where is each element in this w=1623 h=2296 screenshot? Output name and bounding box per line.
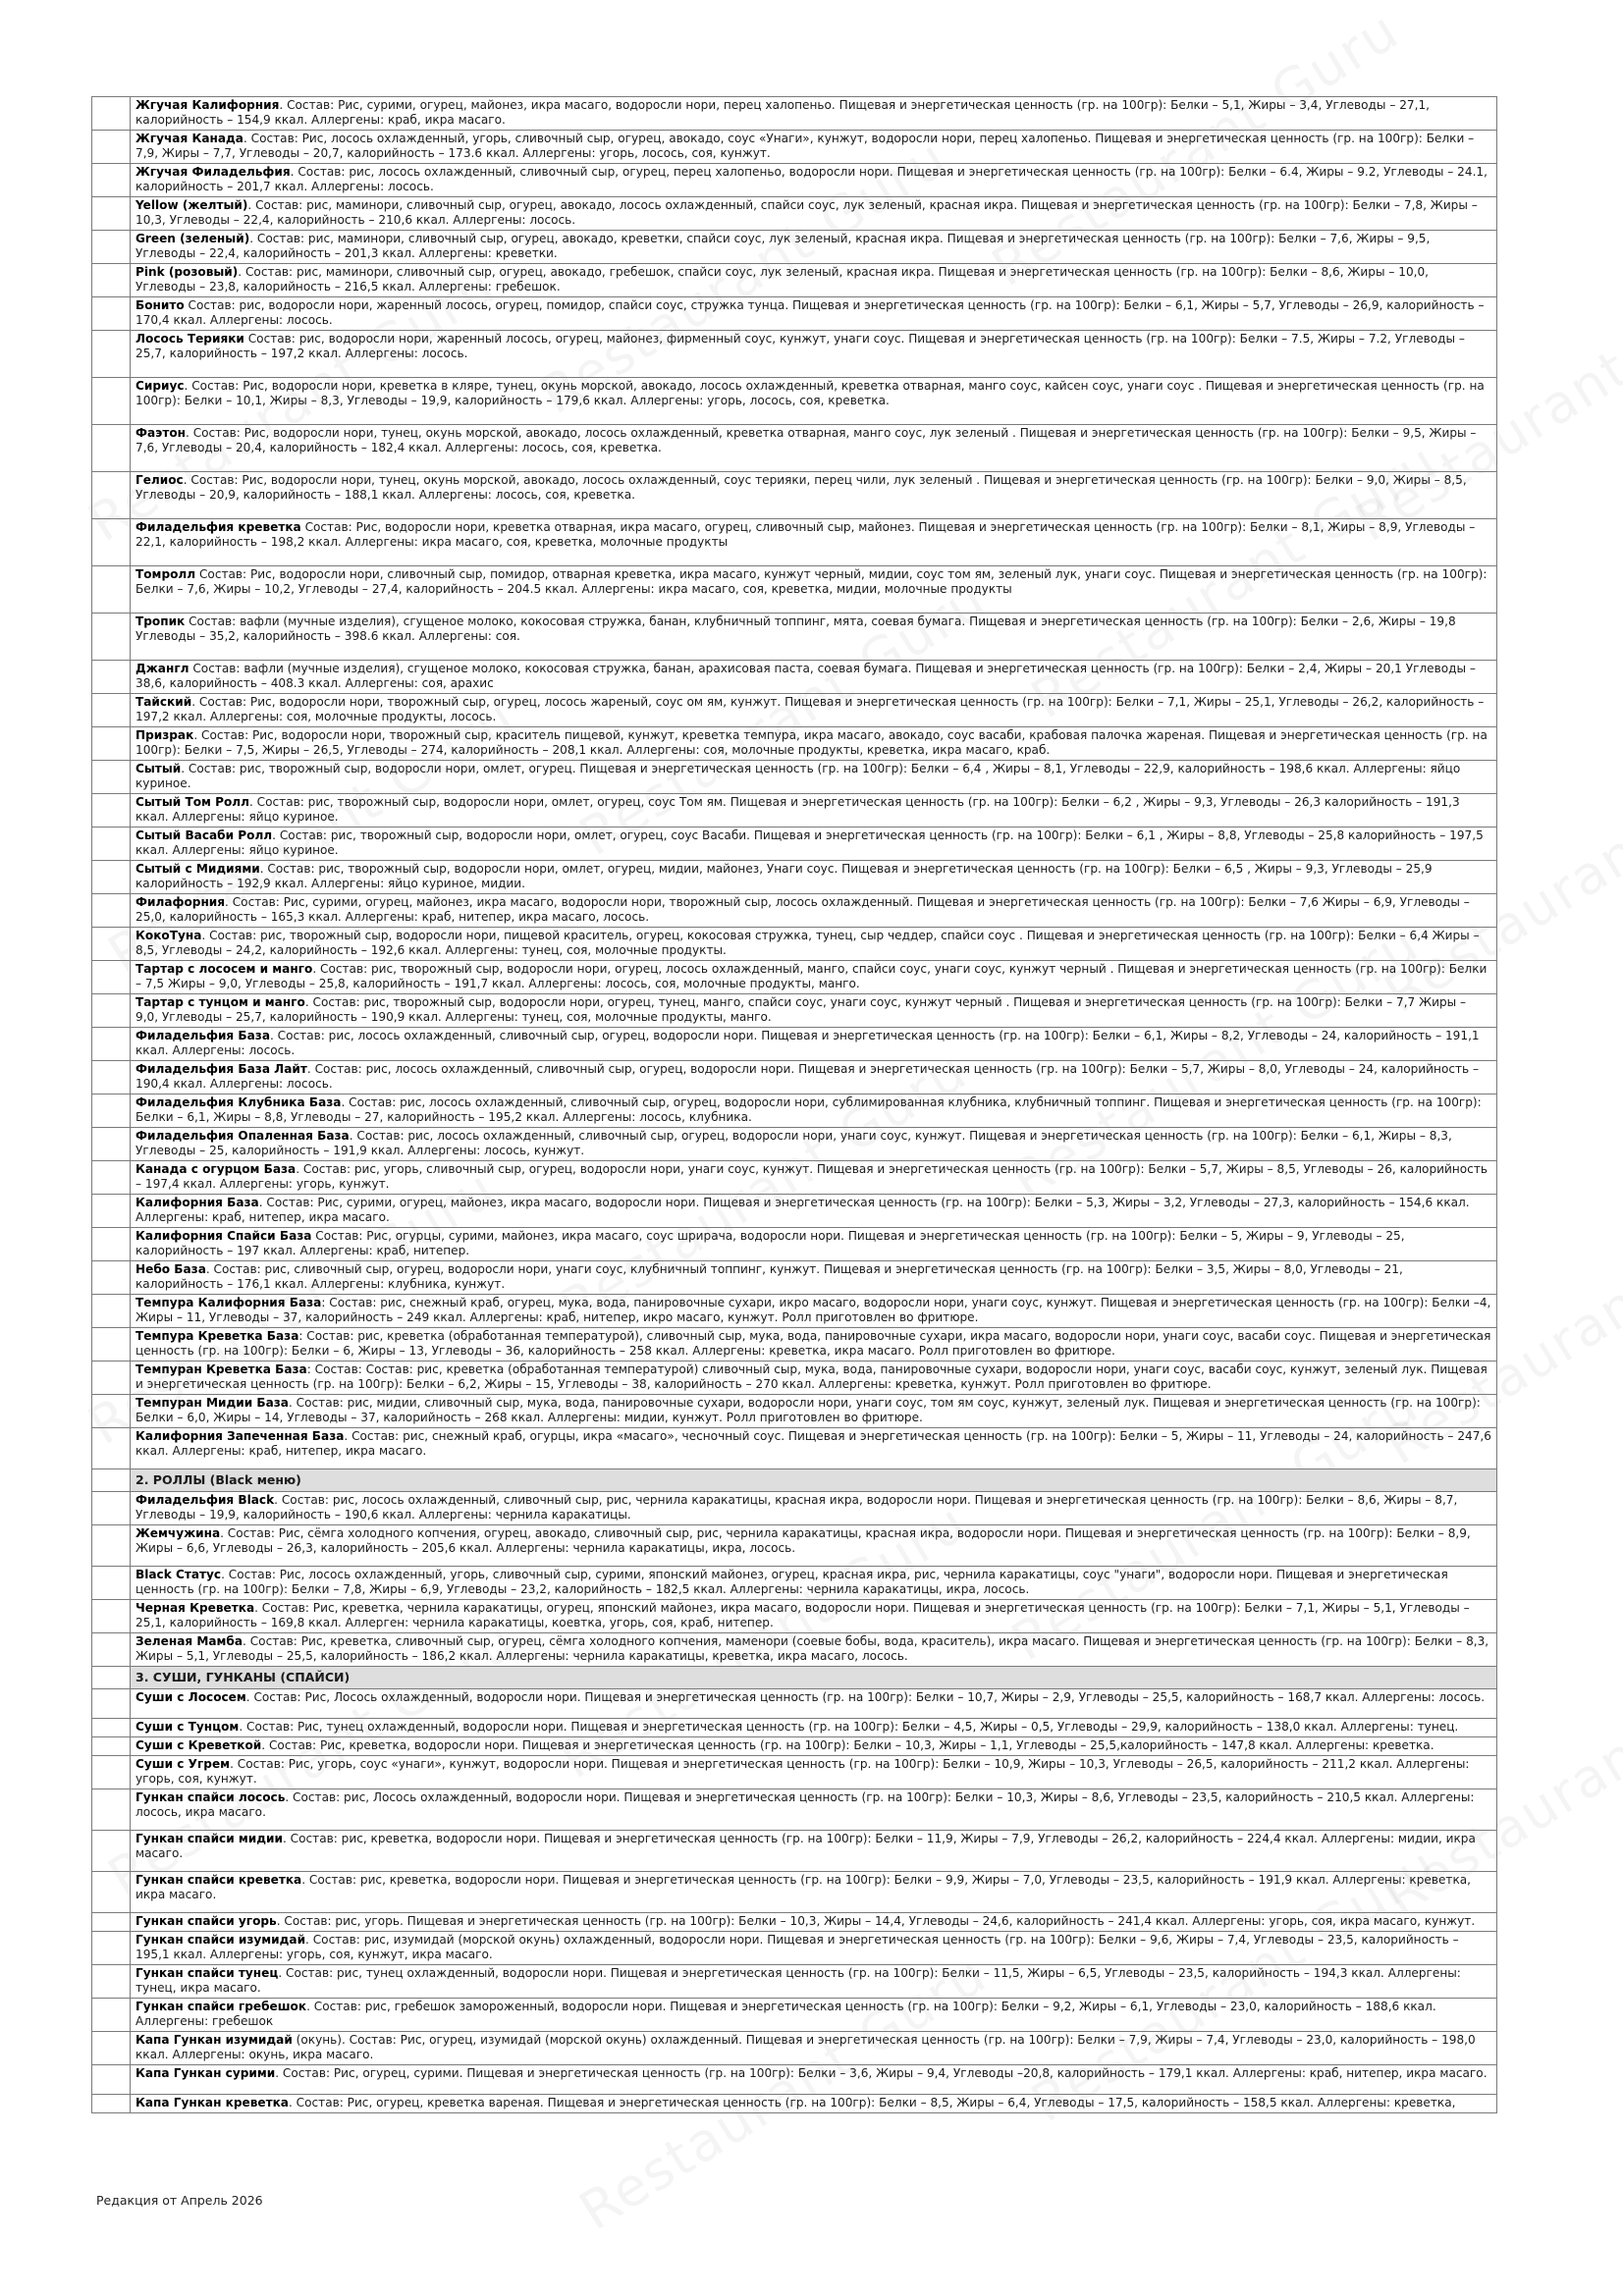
menu-item-cell xyxy=(131,1095,1497,1128)
menu-item-row xyxy=(92,1492,1497,1525)
item-description: . Состав: Рис, креветка, сливочный сыр, огурец, сёмга холодного копчения, маменори (соевые бобы, вода, краситель), икра масаго. Пищевая и энергетическая ценность (гр. на 100гр): Белки – 8,3, Жиры – 5,1, Углеводы – 25,5, калорийность – 186,2 ккал. Аллергены: чернила каракатицы, креветка, икра масаго, лосось. xyxy=(135,1634,1489,1663)
item-description: . Состав: Рис, Лосось охлажденный, водоросли нори. Пищевая и энергетическая ценность (гр. на 100гр): Белки – 10,7, Жиры – 2,9, Углеводы – 25,5, калорийность – 168,7 ккал. Аллергены: лосось. xyxy=(245,1690,1486,1704)
item-name: Бонито xyxy=(135,298,185,312)
item-description: . Состав: рис, Лосось охлажденный, водоросли нори. Пищевая и энергетическая ценность (гр. на 100гр): Белки – 10,3, Жиры – 8,6, Углеводы – 23,5, калорийность – 210,5 ккал. Аллергены: лосось, икра масаго. xyxy=(135,1790,1475,1819)
item-name: Джангл xyxy=(135,662,189,675)
menu-item-row xyxy=(92,894,1497,928)
item-name: Гункан спайси тунец xyxy=(135,1966,279,1980)
item-description: . Состав: Рис, водоросли нори, творожный сыр, огурец, лосось жареный, соус ом ям, кунжут. Пищевая и энергетическая ценность (гр. на 100гр): Белки – 7,1, Жиры – 25,1, Углеводы – 26,2, калорийность – 197,2 ккал. Аллергены: соя, молочные продукты, лосось. xyxy=(135,695,1485,723)
item-description: . Состав: рис, изумидай (морской окунь) охлажденный, водоросли нори. Пищевая и энергетическая ценность (гр. на 100гр): Белки – 9,6, Жиры – 7,4, Углеводы – 23,5, калорийность – 195,1 ккал. Аллергены: угорь, соя, кунжут, икра масаго. xyxy=(135,1933,1459,1961)
menu-item-row xyxy=(92,331,1497,378)
item-description: . Состав: рис, маминори, сливочный сыр, огурец, авокадо, креветки, спайси соус, лук зеленый, красная икра. Пищевая и энергетическая ценность (гр. на 100гр): Белки – 7,6, Жиры – 9,5, Углеводы – 22,4, калорийность – 201,3 ккал. Аллергены: креветки. xyxy=(135,232,1431,260)
row-gutter xyxy=(92,661,131,694)
menu-item-row xyxy=(92,297,1497,331)
menu-item-cell xyxy=(131,828,1497,861)
menu-item-row xyxy=(92,197,1497,231)
menu-item-cell xyxy=(131,1756,1497,1789)
row-gutter xyxy=(92,1492,131,1525)
menu-item-cell xyxy=(131,761,1497,794)
item-description: . Состав: рис, лосось охлажденный, сливочный сыр, огурец, водоросли нори. Пищевая и энергетическая ценность (гр. на 100гр): Белки – 6,1, Жиры – 8,2, Углеводы – 24, калорийность – 191,1 ккал. Аллергены: лосось. xyxy=(135,1029,1480,1057)
item-description: . Состав: рис, творожный сыр, водоросли нори, омлет, огурец, соус Том ям. Пищевая и энергетическая ценность (гр. на 100гр): Белки – 6,2 , Жиры – 9,3, Углеводы – 26,3 калорийность – 191,3 ккал. Аллергены: яйцо куриное. xyxy=(135,795,1460,824)
row-gutter xyxy=(92,1228,131,1261)
menu-item-row xyxy=(92,1932,1497,1965)
item-name: Гункан спайси изумидай xyxy=(135,1933,306,1947)
item-name: Калифорния Запеченная База xyxy=(135,1429,345,1443)
menu-item-row xyxy=(92,1362,1497,1395)
menu-item-row xyxy=(92,1600,1497,1633)
menu-item-row xyxy=(92,661,1497,694)
menu-item-row xyxy=(92,1328,1497,1362)
item-description: . Состав: Рис, водоросли нори, творожный сыр, краситель пищевой, кунжут, креветка темпура, икра масаго, авокадо, соус васаби, крабовая палочка жареная. Пищевая и энергетическая ценность (гр. на 100гр): Белки – 7,5, Жиры – 26,5, Углеводы – 274, калорийность – 208,1 ккал. Аллергены: соя, молочные продукты, креветка, икра масаго, краб. xyxy=(135,728,1488,757)
item-name: Pink (розовый) xyxy=(135,265,239,279)
row-gutter xyxy=(92,331,131,378)
menu-item-cell xyxy=(131,1999,1497,2032)
row-gutter xyxy=(92,928,131,961)
row-gutter xyxy=(92,1128,131,1161)
menu-item-row xyxy=(92,2065,1497,2095)
item-description: Состав: рис, водоросли нори, жаренный лосось, огурец, майонез, фирменный соус, кунжут, унаги соус. Пищевая и энергетическая ценность (гр. на 100гр): Белки – 7.5, Жиры – 7.2, Углеводы – 25,7, калорийность – 197,2 ккал. Аллергены: лосось. xyxy=(135,332,1465,360)
item-name: Yellow (желтый) xyxy=(135,198,248,212)
item-name: Филадельфия креветка xyxy=(135,520,301,534)
item-name: Фаэтон xyxy=(135,426,186,440)
menu-item-row xyxy=(92,1525,1497,1567)
row-gutter xyxy=(92,1831,131,1872)
item-name: Капа Гункан креветка xyxy=(135,2096,289,2109)
menu-item-cell xyxy=(131,1525,1497,1567)
item-name: Жгучая Калифорния xyxy=(135,98,280,112)
menu-item-cell xyxy=(131,1872,1497,1913)
item-name: Тартар с тунцом и манго xyxy=(135,995,305,1009)
menu-item-cell xyxy=(131,1428,1497,1469)
menu-item-cell xyxy=(131,1831,1497,1872)
menu-item-row xyxy=(92,861,1497,894)
menu-item-cell xyxy=(131,297,1497,331)
item-name: Филадельфия База xyxy=(135,1029,270,1042)
item-description: . Состав: рис, гребешок замороженный, водоросли нори. Пищевая и энергетическая ценность (гр. на 100гр): Белки – 9,2, Жиры – 6,1, Углеводы – 23,0, калорийность – 188,6 ккал. Аллергены: гребешок xyxy=(135,2000,1436,2028)
row-gutter xyxy=(92,1028,131,1061)
item-description: . Состав: Рис, креветка, водоросли нори. Пищевая и энергетическая ценность (гр. на 100гр): Белки – 10,3, Жиры – 1,1, Углеводы – 25,5,калорийность – 147,8 ккал. Аллергены: креветка. xyxy=(261,1738,1434,1752)
item-description: . Состав: Рис, водоросли нори, тунец, окунь морской, авокадо, лосось охлажденный, соус терияки, перец чили, лук зеленый . Пищевая и энергетическая ценность (гр. на 100гр): Белки – 9,0, Жиры – 8,5, Углеводы – 20,9, калорийность – 188,1 ккал. Аллергены: лосось, соя, креветка. xyxy=(135,473,1467,502)
item-name: Черная Креветка xyxy=(135,1601,255,1615)
item-name: Гункан спайси креветка xyxy=(135,1873,302,1887)
row-gutter xyxy=(92,1872,131,1913)
menu-item-cell xyxy=(131,614,1497,661)
item-description: . Состав: Рис, сурими, огурец, майонез, икра масаго, водоросли нори. Пищевая и энергетическая ценность (гр. на 100гр): Белки – 5,3, Жиры – 3,2, Углеводы – 27,3, калорийность – 154,6 ккал. Аллергены: краб, нитепер, икра масаго. xyxy=(135,1196,1470,1224)
row-gutter xyxy=(92,1965,131,1999)
item-name: КокоТуна xyxy=(135,929,202,942)
menu-item-row xyxy=(92,1128,1497,1161)
item-name: Гелиос xyxy=(135,473,184,487)
menu-item-row xyxy=(92,1913,1497,1932)
item-name: Сытый Васаби Ролл xyxy=(135,828,273,842)
menu-item-row xyxy=(92,694,1497,727)
menu-table xyxy=(91,96,1497,2113)
item-name: Филадельфия База Лайт xyxy=(135,1062,307,1076)
item-name: Темпура Креветка База xyxy=(135,1329,299,1343)
item-description: . Состав: Рис, угорь, соус «унаги», кунжут, водоросли нори. Пищевая и энергетическая ценность (гр. на 100гр): Белки – 10,9, Жиры – 10,3, Углеводы – 26,5, калорийность – 211,2 ккал. Аллергены: угорь, соя, кунжут. xyxy=(135,1757,1470,1786)
item-description: . Состав: Рис, тунец охлажденный, водоросли нори. Пищевая и энергетическая ценность (гр. на 100гр): Белки – 4,5, Жиры – 0,5, Углеводы – 29,9, калорийность – 138,0 ккал. Аллергены: тунец. xyxy=(239,1720,1459,1734)
item-name: Black Статус xyxy=(135,1568,222,1581)
item-description: . Состав: рис, творожный сыр, водоросли нори, пищевой краситель, огурец, кокосовая стружка, тунец, сыр чеддер, спайси соус . Пищевая и энергетическая ценность (гр. на 100гр): Белки – 6,4 Жиры – 8,5, Углеводы – 24,2, калорийность – 192,6 ккал. Аллергены: тунец, соя, молочные продукты. xyxy=(135,929,1480,957)
row-gutter xyxy=(92,1161,131,1195)
row-gutter xyxy=(92,1633,131,1667)
menu-item-row xyxy=(92,1737,1497,1756)
row-gutter xyxy=(92,861,131,894)
item-name: Гункан спайси гребешок xyxy=(135,2000,307,2013)
item-description: . Состав: Рис, лосось охлажденный, угорь, сливочный сыр, сурими, японский майонез, огурец, красная икра, рис, чернила каракатицы, соус "унаги", водоросли нори. Пищевая и энергетическая ценность (гр. на 100гр): Белки – 7,8, Жиры – 6,9, Углеводы – 23,2, калорийность – 182,5 ккал. Аллергены: чернила каракатицы, икра, лосось. xyxy=(135,1568,1448,1596)
row-gutter xyxy=(92,264,131,297)
row-gutter xyxy=(92,1428,131,1469)
menu-item-cell xyxy=(131,519,1497,566)
item-description: : Состав: Состав: рис, креветка (обработанная температурой) сливочный сыр, мука, вода, панировочные сухари, водоросли нори, унаги соус, васаби соус, кунжут, зеленый лук. Пищевая и энергетическая ценность (гр. на 100гр): Белки – 6,2, Жиры – 15, Углеводы – 38, калорийность – 270 ккал. Аллергены: креветка, кунжут. Ролл приготовлен во фритюре. xyxy=(135,1362,1488,1391)
menu-item-row xyxy=(92,472,1497,519)
menu-item-row xyxy=(92,566,1497,614)
row-gutter xyxy=(92,519,131,566)
item-description: : Состав: рис, креветка (обработанная температурой), сливочный сыр, мука, вода, панировочные сухари, икра масаго, водоросли нори, унаги соус, васаби соус. Пищевая и энергетическая ценность (гр. на 100гр): Белки – 6, Жиры – 13, Углеводы – 36, калорийность – 258 ккал. Аллергены: креветка, икра масаго. Ролл приготовлен во фритюре. xyxy=(135,1329,1491,1358)
menu-item-row xyxy=(92,131,1497,164)
menu-item-row xyxy=(92,1872,1497,1913)
menu-item-row xyxy=(92,164,1497,197)
row-gutter xyxy=(92,614,131,661)
item-name: Томролл xyxy=(135,567,196,581)
menu-item-cell xyxy=(131,425,1497,472)
menu-item-cell xyxy=(131,894,1497,928)
menu-item-row xyxy=(92,1756,1497,1789)
menu-item-row xyxy=(92,264,1497,297)
item-name: Сириус xyxy=(135,379,185,393)
menu-item-cell xyxy=(131,1228,1497,1261)
row-gutter xyxy=(92,694,131,727)
row-gutter xyxy=(92,1195,131,1228)
item-description: . Состав: рис, угорь, сливочный сыр, огурец, водоросли нори, унаги соус, кунжут. Пищевая и энергетическая ценность (гр. на 100гр): Белки – 5,7, Жиры – 8,5, Углеводы – 26, калорийность – 197,4 ккал. Аллергены: угорь, кунжут. xyxy=(135,1162,1488,1191)
item-name: Филадельфия Клубника База xyxy=(135,1095,342,1109)
item-name: Суши с Тунцом xyxy=(135,1720,240,1734)
menu-item-cell xyxy=(131,1395,1497,1428)
menu-item-cell xyxy=(131,1913,1497,1932)
section-header xyxy=(92,1667,1497,1689)
item-description: . Состав: Рис, сурими, огурец, майонез, икра масаго, водоросли нори, творожный сыр, лосось охлажденный. Пищевая и энергетическая ценность (гр. на 100гр): Белки – 7,6 Жиры – 6,9, Углеводы – 25,0, калорийность – 165,3 ккал. Аллергены: краб, нитепер, икра масаго, лосось. xyxy=(135,895,1470,924)
menu-item-cell xyxy=(131,2065,1497,2095)
item-description: . Состав: Рис, водоросли нори, тунец, окунь морской, авокадо, лосось охлажденный, креветка отварная, манго соус, лук зеленый . Пищевая и энергетическая ценность (гр. на 100гр): Белки – 9,5, Жиры – 7,6, Углеводы – 20,4, калорийность – 182,4 ккал. Аллергены: лосось, соя, креветка. xyxy=(135,426,1477,454)
item-name: Капа Гункан изумидай xyxy=(135,2033,293,2047)
row-gutter xyxy=(92,472,131,519)
item-description: Состав: вафли (мучные изделия), сгущеное молоко, кокосовая стружка, банан, арахисовая паста, соевая бумага. Пищевая и энергетическая ценность (гр. на 100гр): Белки – 2,4, Жиры – 20,1 Углеводы – 38,6, калорийность – 408.3 ккал. Аллергены: соя, арахис xyxy=(135,662,1476,690)
menu-item-row xyxy=(92,1633,1497,1667)
menu-item-cell xyxy=(131,197,1497,231)
menu-item-cell xyxy=(131,1492,1497,1525)
menu-item-cell xyxy=(131,1600,1497,1633)
menu-item-row xyxy=(92,231,1497,264)
item-description: . Состав: рис, лосось охлажденный, сливочный сыр, рис, чернила каракатицы, красная икра, водоросли нори. Пищевая и энергетическая ценность (гр. на 100гр): Белки – 8,6, Жиры – 8,7, Углеводы – 19,9, калорийность – 190,6 ккал. Аллергены: чернила каракатицы. xyxy=(135,1493,1458,1522)
item-description: . Состав: Рис, сёмга холодного копчения, огурец, авокадо, сливочный сыр, рис, чернила каракатицы, красная икра, водоросли нори. Пищевая и энергетическая ценность (гр. на 100гр): Белки – 8,9, Жиры – 6,6, Углеводы – 26,3, калорийность – 205,6 ккал. Аллергены: чернила каракатицы, икра, лосось. xyxy=(135,1526,1471,1555)
menu-item-row xyxy=(92,425,1497,472)
menu-item-row xyxy=(92,97,1497,131)
row-gutter xyxy=(92,1789,131,1831)
menu-item-row xyxy=(92,961,1497,994)
item-name: Темпура Калифорния База xyxy=(135,1296,322,1309)
item-name: Суши с Лососем xyxy=(135,1690,246,1704)
menu-item-cell xyxy=(131,131,1497,164)
item-name: Гункан спайси угорь xyxy=(135,1914,277,1928)
menu-item-cell xyxy=(131,331,1497,378)
row-gutter xyxy=(92,994,131,1028)
row-gutter xyxy=(92,794,131,828)
row-gutter xyxy=(92,297,131,331)
item-name: Тайский xyxy=(135,695,192,709)
menu-item-row xyxy=(92,1228,1497,1261)
item-name: Калифорния База xyxy=(135,1196,259,1209)
row-gutter xyxy=(92,1567,131,1600)
item-description: : Состав: рис, снежный краб, огурец, мука, вода, панировочные сухари, икро масаго, водоросли нори, унаги соус, кунжут. Пищевая и энергетическая ценность (гр. на 100гр): Белки –4, Жиры – 11, Углеводы – 37, калорийность – 249 ккал. Аллергены: краб, нитепер, икро масаго, кунжут. Ролл приготовлен во фритюре. xyxy=(135,1296,1491,1324)
menu-item-cell xyxy=(131,1633,1497,1667)
row-gutter xyxy=(92,1395,131,1428)
row-gutter xyxy=(92,2095,131,2113)
menu-item-row xyxy=(92,727,1497,761)
item-description: . Состав: Рис, огурец, сурими. Пищевая и энергетическая ценность (гр. на 100гр): Белки – 3,6, Жиры – 9,4, Углеводы –20,8, калорийность – 179,1 ккал. Аллергены: краб, нитепер, икра масаго. xyxy=(275,2066,1488,2080)
menu-item-cell xyxy=(131,264,1497,297)
item-description: . Состав: Рис, лосось охлажденный, угорь, сливочный сыр, огурец, авокадо, соус «Унаги», кунжут, водоросли нори, перец халопеньо. Пищевая и энергетическая ценность (гр. на 100гр): Белки – 7,9, Жиры – 7,7, Углеводы – 20,7, калорийность – 173.6 ккал. Аллергены: угорь, лосось, соя, кунжут. xyxy=(135,132,1475,160)
row-gutter xyxy=(92,164,131,197)
item-name: Темпуран Креветка База xyxy=(135,1362,307,1376)
item-description: . Состав: Рис, огурец, креветка вареная. Пищевая и энергетическая ценность (гр. на 100гр): Белки – 8,5, Жиры – 6,4, Углеводы – 17,5, калорийность – 158,5 ккал. Аллергены: креветка, xyxy=(288,2096,1456,2109)
row-gutter xyxy=(92,1667,131,1689)
menu-item-row xyxy=(92,1061,1497,1095)
row-gutter xyxy=(92,131,131,164)
menu-item-cell xyxy=(131,566,1497,614)
menu-item-row xyxy=(92,2032,1497,2065)
menu-item-row xyxy=(92,1831,1497,1872)
menu-item-cell xyxy=(131,1932,1497,1965)
item-description: Состав: вафли (мучные изделия), сгущеное молоко, кокосовая стружка, банан, клубничный топпинг, мята, соевая бумага. Пищевая и энергетическая ценность (гр. на 100гр): Белки – 2,6, Жиры – 19,8 Углеводы – 35,2, калорийность – 398.6 ккал. Аллергены: соя. xyxy=(135,614,1456,643)
item-name: Суши с Угрем xyxy=(135,1757,231,1771)
section-header xyxy=(92,1469,1497,1492)
item-description: . Состав: рис, угорь. Пищевая и энергетическая ценность (гр. на 100гр): Белки – 10,3, Жиры – 14,4, Углеводы – 24,6, калорийность – 241,4 ккал. Аллергены: угорь, соя, икра масаго, кунжут. xyxy=(276,1914,1476,1928)
menu-item-row xyxy=(92,1719,1497,1737)
item-description: Состав: Рис, водоросли нори, сливочный сыр, помидор, отварная креветка, икра масаго, кунжут черный, мидии, соус том ям, зеленый лук, унаги соус. Пищевая и энергетическая ценность (гр. на 100гр): Белки – 7,6, Жиры – 10,2, Углеводы – 27,4, калорийность – 204.5 ккал. Аллергены: икра масаго, соя, креветка, мидии, молочные продукты xyxy=(135,567,1488,596)
row-gutter xyxy=(92,1719,131,1737)
row-gutter xyxy=(92,1061,131,1095)
menu-item-row xyxy=(92,828,1497,861)
menu-item-cell xyxy=(131,1965,1497,1999)
item-description: . Состав: рис, креветка, водоросли нори. Пищевая и энергетическая ценность (гр. на 100гр): Белки – 11,9, Жиры – 7,9, Углеводы – 26,2, калорийность – 224,4 ккал. Аллергены: мидии, икра масаго. xyxy=(135,1832,1476,1860)
menu-item-cell xyxy=(131,1789,1497,1831)
item-description: Состав: рис, водоросли нори, жаренный лосось, огурец, помидор, спайси соус, стружка тунца. Пищевая и энергетическая ценность (гр. на 100гр): Белки – 6,1, Жиры – 5,7, Углеводы – 26,9, калорийность – 170,4 ккал. Аллергены: лосось. xyxy=(135,298,1485,327)
menu-item-cell xyxy=(131,1719,1497,1737)
menu-item-row xyxy=(92,614,1497,661)
item-description: . Состав: рис, снежный краб, огурцы, икра «масаго», чесночный соус. Пищевая и энергетическая ценность (гр. на 100гр): Белки – 5, Жиры – 11, Углеводы – 24, калорийность – 247,6 ккал. Аллергены: краб, нитепер, икра масаго. xyxy=(135,1429,1491,1458)
row-gutter xyxy=(92,894,131,928)
menu-item-cell xyxy=(131,1261,1497,1295)
menu-item-row xyxy=(92,1567,1497,1600)
item-description: (окунь). Состав: Рис, огурец, изумидай (морской окунь) охлажденный. Пищевая и энергетическая ценность (гр. на 100гр): Белки – 7,9, Жиры – 7,4, Углеводы – 23,0, калорийность – 198,0 ккал. Аллергены: окунь, икра масаго. xyxy=(135,2033,1476,2061)
item-name: Green (зеленый) xyxy=(135,232,250,245)
menu-item-row xyxy=(92,1965,1497,1999)
menu-item-cell xyxy=(131,928,1497,961)
item-name: Жгучая Канада xyxy=(135,132,243,145)
row-gutter xyxy=(92,197,131,231)
row-gutter xyxy=(92,1913,131,1932)
item-description: . Состав: рис, лосось охлажденный, сливочный сыр, огурец, перец халопеньо, водоросли нори. Пищевая и энергетическая ценность (гр. на 100гр): Белки – 6.4, Жиры – 9.2, Углеводы – 24.1, калорийность – 201,7 ккал. Аллергены: лосось. xyxy=(135,165,1488,193)
menu-item-row xyxy=(92,378,1497,425)
item-name: Тропик xyxy=(135,614,186,628)
menu-item-cell xyxy=(131,1567,1497,1600)
item-name: Калифорния Спайси База xyxy=(135,1229,312,1243)
section-title: 2. РОЛЛЫ (Black меню) xyxy=(131,1469,1497,1492)
item-name: Жгучая Филадельфия xyxy=(135,165,291,179)
menu-item-cell xyxy=(131,1161,1497,1195)
item-name: Филафорния xyxy=(135,895,226,909)
menu-item-row xyxy=(92,1295,1497,1328)
item-description: . Состав: Рис, сурими, огурец, майонез, икра масаго, водоросли нори, перец халопеньо. Пищевая и энергетическая ценность (гр. на 100гр): Белки – 5,1, Жиры – 3,4, Углеводы – 27,1, калорийность – 154,9 ккал. Аллергены: краб, икра масаго. xyxy=(135,98,1430,127)
item-name: Сытый Том Ролл xyxy=(135,795,249,809)
item-name: Гункан спайси лосось xyxy=(135,1790,286,1804)
menu-item-row xyxy=(92,1789,1497,1831)
menu-item-cell xyxy=(131,1195,1497,1228)
menu-item-row xyxy=(92,2095,1497,2113)
item-description: . Состав: рис, лосось охлажденный, сливочный сыр, огурец, водоросли нори, сублимированная клубника, клубничный топпинг. Пищевая и энергетическая ценность (гр. на 100гр): Белки – 6,1, Жиры – 8,8, Углеводы – 27, калорийность – 195,2 ккал. Аллергены: лосось, клубника. xyxy=(135,1095,1482,1124)
item-name: Призрак xyxy=(135,728,194,742)
menu-document xyxy=(91,96,1497,2113)
item-name: Сытый с Мидиями xyxy=(135,862,260,876)
menu-item-cell xyxy=(131,1737,1497,1756)
row-gutter xyxy=(92,425,131,472)
row-gutter xyxy=(92,1737,131,1756)
menu-item-row xyxy=(92,928,1497,961)
revision-note: Редакция от Апрель 2026 xyxy=(96,2193,263,2208)
item-description: . Состав: рис, креветка, водоросли нори. Пищевая и энергетическая ценность (гр. на 100гр): Белки – 9,9, Жиры – 7,0, Углеводы – 23,5, калорийность – 191,9 ккал. Аллергены: креветка, икра масаго. xyxy=(135,1873,1472,1901)
item-name: Зеленая Мамба xyxy=(135,1634,243,1648)
menu-item-cell xyxy=(131,164,1497,197)
item-description: . Состав: рис, творожный сыр, водоросли нори, омлет, огурец, соус Васаби. Пищевая и энергетическая ценность (гр. на 100гр): Белки – 6,1 , Жиры – 8,8, Углеводы – 25,8 калорийность – 197,5 ккал. Аллергены: яйцо куриное. xyxy=(135,828,1484,857)
row-gutter xyxy=(92,828,131,861)
menu-item-row xyxy=(92,1095,1497,1128)
row-gutter xyxy=(92,2065,131,2095)
item-description: . Состав: рис, тунец охлажденный, водоросли нори. Пищевая и энергетическая ценность (гр. на 100гр): Белки – 11,5, Жиры – 6,5, Углеводы – 23,5, калорийность – 194,3 ккал. Аллергены: тунец, икра масаго. xyxy=(135,1966,1461,1995)
item-name: Лосось Терияки xyxy=(135,332,244,346)
section-title: 3. СУШИ, ГУНКАНЫ (СПАЙСИ) xyxy=(131,1667,1497,1689)
row-gutter xyxy=(92,961,131,994)
item-name: Тартар с лососем и манго xyxy=(135,962,313,976)
row-gutter xyxy=(92,566,131,614)
menu-item-row xyxy=(92,994,1497,1028)
menu-item-row xyxy=(92,761,1497,794)
menu-item-cell xyxy=(131,1028,1497,1061)
item-description: . Состав: Рис, водоросли нори, креветка в кляре, тунец, окунь морской, авокадо, лосось охлажденный, креветка отварная, манго соус, кайсен соус, унаги соус . Пищевая и энергетическая ценность (гр. на 100гр): Белки – 10,1, Жиры – 8,3, Углеводы – 19,9, калорийность – 179,6 ккал. Аллергены: угорь, лосось, соя, креветка. xyxy=(135,379,1485,407)
menu-item-row xyxy=(92,1999,1497,2032)
row-gutter xyxy=(92,1932,131,1965)
row-gutter xyxy=(92,1756,131,1789)
menu-item-cell xyxy=(131,2032,1497,2065)
menu-item-cell xyxy=(131,994,1497,1028)
menu-item-cell xyxy=(131,1689,1497,1719)
item-name: Сытый xyxy=(135,762,182,775)
menu-item-row xyxy=(92,519,1497,566)
menu-item-cell xyxy=(131,1128,1497,1161)
menu-item-row xyxy=(92,1428,1497,1469)
menu-item-row xyxy=(92,1261,1497,1295)
menu-item-row xyxy=(92,1395,1497,1428)
item-description: . Состав: рис, сливочный сыр, огурец, водоросли нори, унаги соус, клубничный топпинг, кунжут. Пищевая и энергетическая ценность (гр. на 100гр): Белки – 3,5, Жиры – 8,0, Углеводы – 21, калорийность – 176,1 ккал. Аллергены: клубника, кунжут. xyxy=(135,1262,1403,1291)
item-name: Филадельфия Black xyxy=(135,1493,275,1507)
item-description: . Состав: рис, лосось охлажденный, сливочный сыр, огурец, водоросли нори. Пищевая и энергетическая ценность (гр. на 100гр): Белки – 5,7, Жиры – 8,0, Углеводы – 24, калорийность – 190,4 ккал. Аллергены: лосось. xyxy=(135,1062,1480,1091)
row-gutter xyxy=(92,1525,131,1567)
row-gutter xyxy=(92,378,131,425)
menu-item-cell xyxy=(131,1362,1497,1395)
menu-item-row xyxy=(92,1689,1497,1719)
menu-item-row xyxy=(92,794,1497,828)
row-gutter xyxy=(92,97,131,131)
item-name: Канада с огурцом База xyxy=(135,1162,297,1176)
row-gutter xyxy=(92,1600,131,1633)
item-description: Состав: Рис, огурцы, сурими, майонез, икра масаго, соус шрирача, водоросли нори. Пищевая и энергетическая ценность (гр. на 100гр): Белки – 5, Жиры – 9, Углеводы – 25, калорийность – 197 ккал. Аллергены: краб, нитепер. xyxy=(135,1229,1405,1257)
menu-item-cell xyxy=(131,861,1497,894)
row-gutter xyxy=(92,231,131,264)
row-gutter xyxy=(92,1328,131,1362)
item-description: Состав: Рис, водоросли нори, креветка отварная, икра масаго, огурец, сливочный сыр, майонез. Пищевая и энергетическая ценность (гр. на 100гр): Белки – 8,1, Жиры – 8,9, Углеводы – 22,1, калорийность – 198,2 ккал. Аллергены: икра масаго, соя, креветка, молочные продукты xyxy=(135,520,1476,549)
item-description: . Состав: рис, лосось охлажденный, сливочный сыр, огурец, водоросли нори, унаги соус, кунжут. Пищевая и энергетическая ценность (гр. на 100гр): Белки – 6,1, Жиры – 8,3, Углеводы – 25, калорийность – 191,9 ккал. Аллергены: лосось, кунжут. xyxy=(135,1129,1452,1157)
row-gutter xyxy=(92,1999,131,2032)
row-gutter xyxy=(92,761,131,794)
item-description: . Состав: рис, творожный сыр, водоросли нори, омлет, огурец. Пищевая и энергетическая ценность (гр. на 100гр): Белки – 6,4 , Жиры – 8,1, Углеводы – 22,9, калорийность – 198,6 ккал. Аллергены: яйцо куриное. xyxy=(135,762,1461,790)
item-description: . Состав: рис, творожный сыр, водоросли нори, омлет, огурец, мидии, майонез, Унаги соус. Пищевая и энергетическая ценность (гр. на 100гр): Белки – 6,5 , Жиры – 9,3, Углеводы – 25,9 калорийность – 192,9 ккал. Аллергены: яйцо куриное, мидии. xyxy=(135,862,1433,890)
item-description: . Состав: рис, творожный сыр, водоросли нори, огурец, лосось охлажденный, манго, спайси соус, унаги соус, кунжут черный . Пищевая и энергетическая ценность (гр. на 100гр): Белки – 7,5 Жиры – 9,0, Углеводы – 25,8, калорийность – 191,7 ккал. Аллергены: лосось, соя, молочные продукты, манго. xyxy=(135,962,1488,990)
menu-item-cell xyxy=(131,694,1497,727)
item-name: Небо База xyxy=(135,1262,206,1276)
menu-item-cell xyxy=(131,97,1497,131)
item-description: . Состав: рис, творожный сыр, водоросли нори, огурец, тунец, манго, спайси соус, унаги соус, кунжут черный . Пищевая и энергетическая ценность (гр. на 100гр): Белки – 7,7 Жиры – 9,0, Углеводы – 25,7, калорийность – 190,9 ккал. Аллергены: тунец, соя, молочные продукты, манго. xyxy=(135,995,1467,1024)
row-gutter xyxy=(92,1362,131,1395)
row-gutter xyxy=(92,1689,131,1719)
menu-item-cell xyxy=(131,472,1497,519)
menu-item-row xyxy=(92,1195,1497,1228)
menu-item-cell xyxy=(131,231,1497,264)
row-gutter xyxy=(92,2032,131,2065)
row-gutter xyxy=(92,1261,131,1295)
item-name: Капа Гункан сурими xyxy=(135,2066,276,2080)
menu-item-row xyxy=(92,1028,1497,1061)
menu-item-cell xyxy=(131,1295,1497,1328)
item-name: Суши с Креветкой xyxy=(135,1738,262,1752)
item-name: Жемчужина xyxy=(135,1526,221,1540)
menu-item-cell xyxy=(131,661,1497,694)
row-gutter xyxy=(92,1295,131,1328)
item-name: Темпуран Мидии База xyxy=(135,1396,289,1410)
item-name: Филадельфия Опаленная База xyxy=(135,1129,350,1143)
menu-item-cell xyxy=(131,378,1497,425)
menu-item-row xyxy=(92,1161,1497,1195)
menu-item-cell xyxy=(131,794,1497,828)
menu-item-cell xyxy=(131,1328,1497,1362)
row-gutter xyxy=(92,1469,131,1492)
menu-item-cell xyxy=(131,961,1497,994)
row-gutter xyxy=(92,727,131,761)
item-description: . Состав: рис, маминори, сливочный сыр, огурец, авокадо, лосось охлажденный, спайси соус, лук зеленый, красная икра. Пищевая и энергетическая ценность (гр. на 100гр): Белки – 7,8, Жиры – 10,3, Углеводы – 22,4, калорийность – 210,6 ккал. Аллергены: лосось. xyxy=(135,198,1478,227)
item-name: Гункан спайси мидии xyxy=(135,1832,283,1845)
item-description: . Состав: Рис, креветка, чернила каракатицы, огурец, японский майонез, икра масаго, водоросли нори. Пищевая и энергетическая ценность (гр. на 100гр): Белки – 7,1, Жиры – 5,1, Углеводы – 25,1, калорийность – 169,8 ккал. Аллерген: чернила каракатицы, коевтка, угорь, соя, краб, нитепер. xyxy=(135,1601,1470,1629)
menu-item-cell xyxy=(131,2095,1497,2113)
item-description: . Состав: рис, маминори, сливочный сыр, огурец, авокадо, гребешок, спайси соус, лук зеленый, красная икра. Пищевая и энергетическая ценность (гр. на 100гр): Белки – 8,6, Жиры – 10,0, Углеводы – 23,8, калорийность – 216,5 ккал. Аллергены: гребешок. xyxy=(135,265,1430,294)
item-description: . Состав: рис, мидии, сливочный сыр, мука, вода, панировочные сухари, водоросли нори, унаги соус, том ям соус, кунжут, зеленый лук. Пищевая и энергетическая ценность (гр. на 100гр): Белки – 6,0, Жиры – 14, Углеводы – 37, калорийность – 268 ккал. Аллергены: мидии, кунжут. Ролл приготовлен во фритюре. xyxy=(135,1396,1481,1424)
menu-item-cell xyxy=(131,727,1497,761)
row-gutter xyxy=(92,1095,131,1128)
menu-item-cell xyxy=(131,1061,1497,1095)
